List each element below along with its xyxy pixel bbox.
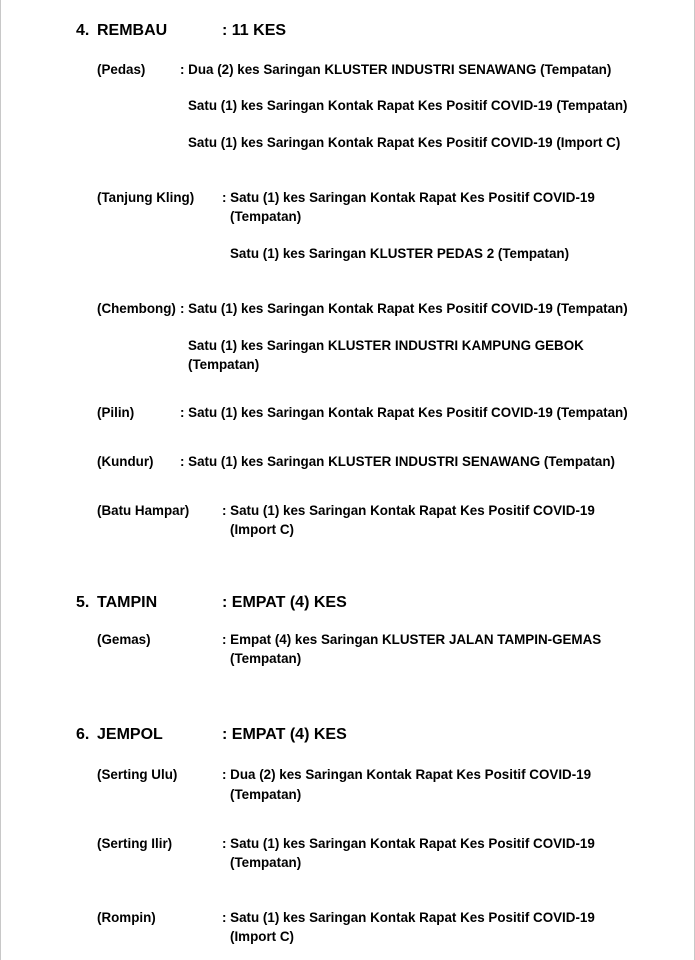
section-number: 6. xyxy=(76,726,90,743)
area-label: (Kundur) xyxy=(97,454,154,469)
area-label: (Pilin) xyxy=(97,405,135,420)
section-number: 4. xyxy=(76,22,90,39)
case-line: : Satu (1) kes Saringan Kontak Rapat Kes Positif COVID-19 (Tempatan) xyxy=(180,405,628,420)
case-line: (Import C) xyxy=(230,929,294,944)
district-name: JEMPOL xyxy=(97,726,163,743)
case-line: Satu (1) kes Saringan KLUSTER PEDAS 2 (Tempatan) xyxy=(230,246,570,261)
case-line: : Satu (1) kes Saringan Kontak Rapat Kes Positif COVID-19 xyxy=(222,503,595,518)
case-line: (Tempatan) xyxy=(230,651,302,666)
case-line: : Empat (4) kes Saringan KLUSTER JALAN TAMPIN-GEMAS xyxy=(222,632,602,647)
district-name: TAMPIN xyxy=(97,594,158,611)
case-line: (Tempatan) xyxy=(188,357,260,372)
area-label: (Tanjung Kling) xyxy=(97,190,195,205)
area-label: (Serting Ilir) xyxy=(97,836,173,851)
section-number: 5. xyxy=(76,594,90,611)
case-line: : Satu (1) kes Saringan KLUSTER INDUSTRI SENAWANG (Tempatan) xyxy=(180,454,615,469)
case-line: : Satu (1) kes Saringan Kontak Rapat Kes Positif COVID-19 (Tempatan) xyxy=(180,301,628,316)
case-line: Satu (1) kes Saringan Kontak Rapat Kes Positif COVID-19 (Import C) xyxy=(188,135,621,150)
case-line: : Satu (1) kes Saringan Kontak Rapat Kes Positif COVID-19 xyxy=(222,910,595,925)
case-line: : Satu (1) kes Saringan Kontak Rapat Kes Positif COVID-19 xyxy=(222,190,595,205)
case-line: Satu (1) kes Saringan KLUSTER INDUSTRI KAMPUNG GEBOK xyxy=(188,338,584,353)
area-label: (Gemas) xyxy=(97,632,151,647)
area-label: (Rompin) xyxy=(97,910,156,925)
case-line: : Dua (2) kes Saringan Kontak Rapat Kes Positif COVID-19 xyxy=(222,767,592,782)
case-line: Satu (1) kes Saringan Kontak Rapat Kes Positif COVID-19 (Tempatan) xyxy=(188,98,628,113)
case-line: : Satu (1) kes Saringan Kontak Rapat Kes Positif COVID-19 xyxy=(222,836,595,851)
case-line: (Tempatan) xyxy=(230,209,302,224)
district-case-count: : 11 KES xyxy=(222,22,287,39)
area-label: (Chembong) xyxy=(97,301,176,316)
area-label: (Serting Ulu) xyxy=(97,767,178,782)
area-label: (Pedas) xyxy=(97,62,146,77)
case-line: (Import C) xyxy=(230,522,294,537)
case-line: (Tempatan) xyxy=(230,855,302,870)
case-line: : Dua (2) kes Saringan KLUSTER INDUSTRI SENAWANG (Tempatan) xyxy=(180,62,612,77)
district-case-count: : EMPAT (4) KES xyxy=(222,594,347,611)
case-line: (Tempatan) xyxy=(230,787,302,802)
area-label: (Batu Hampar) xyxy=(97,503,190,518)
district-case-count: : EMPAT (4) KES xyxy=(222,726,347,743)
district-name: REMBAU xyxy=(97,22,168,39)
